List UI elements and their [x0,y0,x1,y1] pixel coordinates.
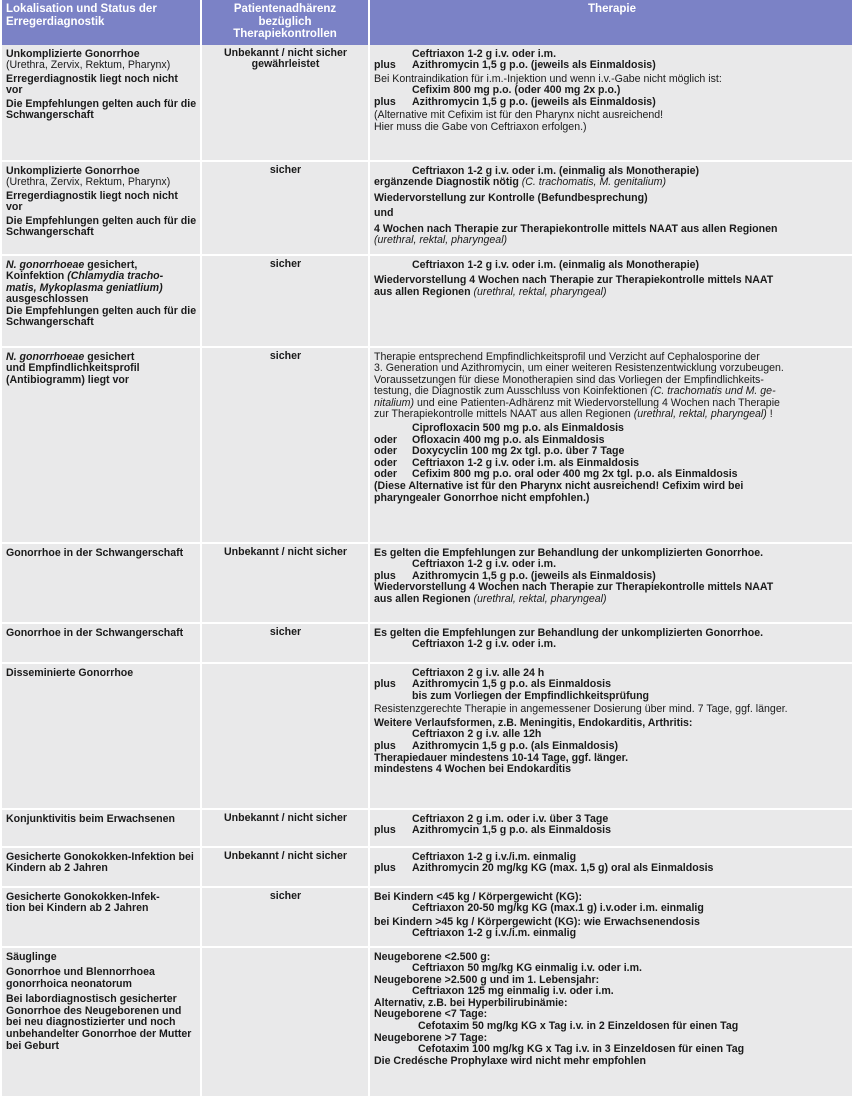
therapy-text: Bei Kontraindikation für i.m.-Injektion und wenn i.v.-Gabe nicht möglich ist: [374,72,722,85]
therapy-line [374,287,851,299]
therapy-text: Ceftriaxon 1-2 g i.v. oder i.m. [412,47,557,60]
localisation-line [6,99,197,122]
therapy-text: Ceftriaxon 2 g i.v. alle 24 h [412,666,545,679]
table-row [2,948,852,1098]
localisation-text: Erregerdiagnostik liegt noch nicht vor [6,189,178,214]
localisation-text: Gonorrhoe in der Schwangerschaft [6,546,184,559]
cell-localisation [2,888,200,948]
cell-localisation [2,544,200,624]
therapy-line [374,97,851,109]
cell-adherence: Unbekannt / nicht sicher [202,544,368,624]
therapy-text: bis zum Vorliegen der Empfindlichkeitsprüfung [412,689,650,702]
therapy-text: Azithromycin 1,5 g p.o. (jeweils als Einmaldosis) [412,59,656,72]
therapy-text: Ceftriaxon 1-2 g i.v. oder i.m. (einmalig als Monotherapie) [412,258,700,271]
therapy-text: Neugeborene >7 Tage: [374,1031,488,1044]
therapy-text-extra: (urethral, rektal, pharyngeal) [470,285,607,298]
cell-adherence: sicher [202,624,368,664]
cell-localisation [2,162,200,256]
cell-adherence: sicher [202,256,368,348]
therapy-text: Wiedervorstellung zur Kontrolle [374,191,535,204]
therapy-text: Azithromycin 1,5 g p.o. (jeweils als Einmaldosis) [412,95,656,108]
therapy-prefix: plus [374,824,396,837]
therapy-line [374,177,851,189]
therapy-text: 4 Wochen nach Therapie zur Therapiekontrolle mittels NAAT aus allen Regionen [374,222,778,235]
therapy-prefix: plus [374,59,396,72]
cell-therapy [370,848,852,888]
localisation-text: Gonorrhoe und Blennorrhoea gonorrhoica neonatorum [6,966,155,990]
therapy-text: Azithromycin 1,5 g p.o. (als Einmaldosis) [412,740,619,753]
therapy-prefix: plus [374,862,396,875]
therapy-text: bei Kindern >45 kg / Körpergewicht (KG): wie Erwachsenendosis [374,915,700,928]
therapy-line [374,764,851,776]
therapy-text: mindestens 4 Wochen bei Endokarditis [374,763,572,776]
therapy-line [374,235,851,247]
cell-adherence: Unbekannt / nicht sicher gewährleistet [202,45,368,162]
therapy-text: Doxycyclin 100 mg 2x tgl. p.o. über 7 Tage [412,445,625,458]
therapy-text: Resistenzgerechte Therapie in angemessener Dosierung über mind. 7 Tage, ggf. länger. [374,703,788,716]
therapy-text-extra: (urethral, rektal, pharyngeal) [630,408,767,421]
therapy-line [374,60,851,72]
localisation-line [6,177,197,189]
therapy-text: Ceftriaxon 2 g i.v. alle 12h [412,728,542,741]
therapy-line [374,863,851,875]
therapy-text: Cefotaxim 100 mg/kg KG x Tag i.v. in 3 Einzeldosen für einen Tag [418,1043,745,1056]
therapy-text-extra: und eine Patienten-Adhärenz mit Wiedervorstellung 4 Wochen nach Therapie [414,396,780,409]
therapy-text: Bei Kindern <45 kg / Körpergewicht (KG): [374,890,583,903]
cell-adherence: sicher [202,888,368,948]
therapy-text: Azithromycin 1,5 g p.o. als Einmaldosis [412,678,611,691]
therapy-text-extra: (urethral, rektal, pharyngeal) [470,592,607,605]
therapy-prefix: oder [374,445,397,458]
localisation-line [6,668,197,680]
therapy-text-extra: (C. trachomatis und M. ge- [647,385,776,398]
table-row [2,162,852,256]
localisation-text: Gonorrhoe in der Schwangerschaft [6,626,184,639]
therapy-text: Es gelten die Empfehlungen zur Behandlung der unkomplizierten Gonorrhoe. [374,546,764,559]
therapy-line [374,704,851,716]
therapy-line [374,260,851,272]
therapy-text: und [374,207,394,220]
therapy-text: ergänzende Diagnostik nötig [374,176,519,189]
therapy-line [374,639,851,651]
therapy-text-extra: (Befundbesprechung) [534,191,648,204]
therapy-text-extra: (C. trachomatis, M. genitalium) [518,176,666,189]
therapy-text: Ceftriaxon 2 g i.m. oder i.v. über 3 Tage [412,812,609,825]
localisation-text: N. gonorrhoeae [6,350,85,363]
therapy-text: Azithromycin 1,5 g p.o. als Einmaldosis [412,824,611,837]
therapy-text: Die Credésche Prophylaxe wird nicht mehr empfohlen [374,1054,646,1067]
therapy-text: nitalium) [374,396,415,409]
localisation-text: Disseminierte Gonorrhoe [6,666,134,679]
therapy-prefix: plus [374,740,396,753]
therapy-text: pharyngealer Gonorrhoe nicht empfohlen.) [374,491,590,504]
localisation-line [6,994,197,1052]
localisation-text: Die Empfehlungen gelten auch für die Schwangerschaft [6,304,197,329]
table-row [2,256,852,348]
table-row [2,848,852,888]
therapy-text: Ceftriaxon 1-2 g i.v. oder i.m. (einmalig als Monotherapie) [412,164,700,177]
localisation-line [6,628,197,640]
cell-adherence [202,948,368,1098]
therapy-line [374,493,851,505]
table-row [2,810,852,848]
therapy-prefix: plus [374,95,396,108]
therapy-text: Voraussetzungen für diese Monotherapien sind das Vorliegen der Empfindlichkeits- [374,373,764,386]
therapy-prefix: oder [374,433,397,446]
therapy-text: Therapie entsprechend Empfindlichkeitsprofil und Verzicht auf Cephalosporine der [374,350,760,363]
therapy-text: Neugeborene >2.500 g und im 1. Lebensjahr: [374,973,600,986]
therapy-prefix: oder [374,468,397,481]
cell-therapy [370,888,852,948]
therapy-line [374,122,851,134]
header-localisation: Lokalisation und Status der Erregerdiagnostik [2,0,200,45]
therapy-text: (Diese Alternative ist für den Pharynx nicht ausreichend! Cefixim wird bei [374,480,744,493]
therapy-line [374,825,851,837]
localisation-text: Säuglinge [6,950,57,963]
localisation-text: Unkomplizierte Gonorrhoe [6,164,140,177]
therapy-text: aus allen Regionen [374,592,471,605]
therapy-line [374,409,851,421]
cell-therapy [370,948,852,1098]
localisation-text: tion bei Kindern ab 2 Jahren [6,902,149,915]
therapy-text: Azithromycin 1,5 g p.o. (jeweils als Einmaldosis) [412,569,656,582]
table-row [2,45,852,162]
therapy-text: Es gelten die Empfehlungen zur Behandlung der unkomplizierten Gonorrhoe. [374,626,764,639]
therapy-prefix: plus [374,678,396,691]
localisation-text: ausgeschlossen [6,293,89,306]
cell-therapy [370,810,852,848]
therapy-text: Cefixim 800 mg p.o. oral oder 400 mg 2x tgl. p.o. als Einmaldosis [412,468,738,481]
localisation-text: matis, Mykoplasma geniatlium) [6,281,163,294]
therapy-line [374,594,851,606]
therapy-text: Neugeborene <7 Tage: [374,1008,488,1021]
localisation-text: Koinfektion [6,270,65,283]
table-row [2,544,852,624]
localisation-text: (Urethra, Zervix, Rektum, Pharynx) [6,59,171,72]
cell-localisation [2,348,200,544]
localisation-line [6,952,197,964]
therapy-text: Alternativ, z.B. bei Hyperbilirubinämie: [374,996,568,1009]
therapy-text: Ceftriaxon 1-2 g i.v./i.m. einmalig [412,850,577,863]
therapy-line [374,208,851,220]
localisation-text: N. gonorrhoeae [6,258,85,271]
table-row [2,624,852,664]
therapy-line [374,193,851,205]
therapy-text: testung, die Diagnostik zum Ausschluss von Koinfektionen [374,385,648,398]
therapy-text: Hier muss die Gabe von Ceftriaxon erfolgen.) [374,121,587,134]
therapy-text: Wiedervorstellung 4 Wochen nach Therapie zur Therapiekontrolle mittels NAAT [374,274,774,287]
cell-therapy [370,162,852,256]
table-header [2,0,852,45]
table-row [2,664,852,810]
cell-therapy [370,45,852,162]
localisation-line [6,191,197,214]
cell-therapy [370,256,852,348]
localisation-text-extra: gesichert [84,350,135,363]
therapy-text: Ceftriaxon 20-50 mg/kg KG (max.1 g) i.v.oder i.m. einmalig [412,902,704,915]
localisation-text: und Empfindlichkeitsprofil [6,362,140,375]
cell-adherence [202,664,368,810]
cell-adherence: Unbekannt / nicht sicher [202,848,368,888]
localisation-line [6,60,197,72]
therapy-text: Ceftriaxon 1-2 g i.v./i.m. einmalig [412,927,577,940]
localisation-text: Gesicherte Gonokokken-Infek- [6,890,160,903]
header-therapy: Therapie [370,0,852,45]
localisation-text: (Antibiogramm) liegt vor [6,373,130,386]
therapy-text: Ceftriaxon 1-2 g i.v. oder i.m. als Einmaldosis [412,456,640,469]
table-body [2,45,852,1098]
therapy-text: Ofloxacin 400 mg p.o. als Einmaldosis [412,433,605,446]
localisation-text: Die Empfehlungen gelten auch für die Schwangerschaft [6,214,197,239]
therapy-text: zur Therapiekontrolle mittels NAAT aus allen Regionen [374,408,631,421]
localisation-text-extra: gesichert, [84,258,138,271]
localisation-line [6,375,197,387]
cell-localisation [2,664,200,810]
therapy-text: 3. Generation und Azithromycin, um einer weiteren Resistenzentwicklung vorzubeugen. [374,362,784,375]
therapy-line [374,691,851,703]
cell-therapy [370,664,852,810]
cell-therapy [370,544,852,624]
cell-adherence: Unbekannt / nicht sicher [202,810,368,848]
localisation-text: Gesicherte Gonokokken-Infektion bei Kindern ab 2 Jahren [6,850,194,875]
cell-localisation [2,948,200,1098]
localisation-line [6,216,197,239]
cell-adherence: sicher [202,348,368,544]
localisation-line [6,306,197,329]
therapy-text: aus allen Regionen [374,285,471,298]
localisation-text-extra: (Chlamydia tracho- [64,270,164,283]
therapy-prefix: plus [374,569,396,582]
localisation-text: Konjunktivitis beim Erwachsenen [6,812,175,825]
cell-localisation [2,256,200,348]
localisation-line [6,814,197,826]
localisation-text: Die Empfehlungen gelten auch für die Schwangerschaft [6,97,197,122]
therapy-text: Cefotaxim 50 mg/kg KG x Tag i.v. in 2 Einzeldosen für einen Tag [418,1020,739,1033]
cell-localisation [2,810,200,848]
header-adherence: Patientenadhärenz bezüglich Therapiekontrollen [202,0,368,45]
therapy-text: Cefixim 800 mg p.o. (oder 400 mg 2x p.o.) [412,84,621,97]
cell-therapy [370,348,852,544]
therapy-text: (Alternative mit Cefixim ist für den Pharynx nicht ausreichend! [374,109,664,122]
therapy-text: Azithromycin 20 mg/kg KG (max. 1,5 g) oral als Einmaldosis [412,862,714,875]
localisation-line [6,74,197,97]
therapy-text: Weitere Verlaufsformen, z.B. Meningitis, Endokarditis, Arthritis: [374,716,693,729]
localisation-line [6,967,197,990]
therapy-text: Ceftriaxon 1-2 g i.v. oder i.m. [412,638,557,651]
therapy-prefix: oder [374,456,397,469]
therapy-text: Ceftriaxon 1-2 g i.v. oder i.m. [412,558,557,571]
therapy-text: Ceftriaxon 50 mg/kg KG einmalig i.v. oder i.m. [412,962,642,975]
localisation-line [6,903,197,915]
localisation-text: (Urethra, Zervix, Rektum, Pharynx) [6,176,171,189]
therapy-line [374,1056,851,1068]
therapy-text-suffix: ! [766,408,773,421]
therapy-line [374,903,851,915]
therapy-text: Ciprofloxacin 500 mg p.o. als Einmaldosis [412,422,624,435]
therapy-text: Therapiedauer mindestens 10-14 Tage, ggf. länger. [374,751,629,764]
table-row [2,888,852,948]
localisation-text: Bei labordiagnostisch gesicherter Gonorrhoe des Neugeborenen und bei neu diagnostizierter und noch unbehandelter Gonorrhoe der Mutter bei Geburt [6,993,192,1052]
localisation-text: Erregerdiagnostik liegt noch nicht vor [6,72,178,97]
therapy-line [374,928,851,940]
cell-adherence: sicher [202,162,368,256]
therapy-text: Ceftriaxon 125 mg einmalig i.v. oder i.m. [412,985,614,998]
localisation-line [6,548,197,560]
table-row [2,348,852,544]
cell-localisation [2,624,200,664]
localisation-text: Unkomplizierte Gonorrhoe [6,47,140,60]
therapy-text: Neugeborene <2.500 g: [374,950,491,963]
therapy-text: Wiedervorstellung 4 Wochen nach Therapie zur Therapiekontrolle mittels NAAT [374,581,774,594]
cell-localisation [2,45,200,162]
cell-localisation [2,848,200,888]
therapy-text: (urethral, rektal, pharyngeal) [374,234,508,247]
localisation-line [6,852,197,875]
cell-therapy [370,624,852,664]
